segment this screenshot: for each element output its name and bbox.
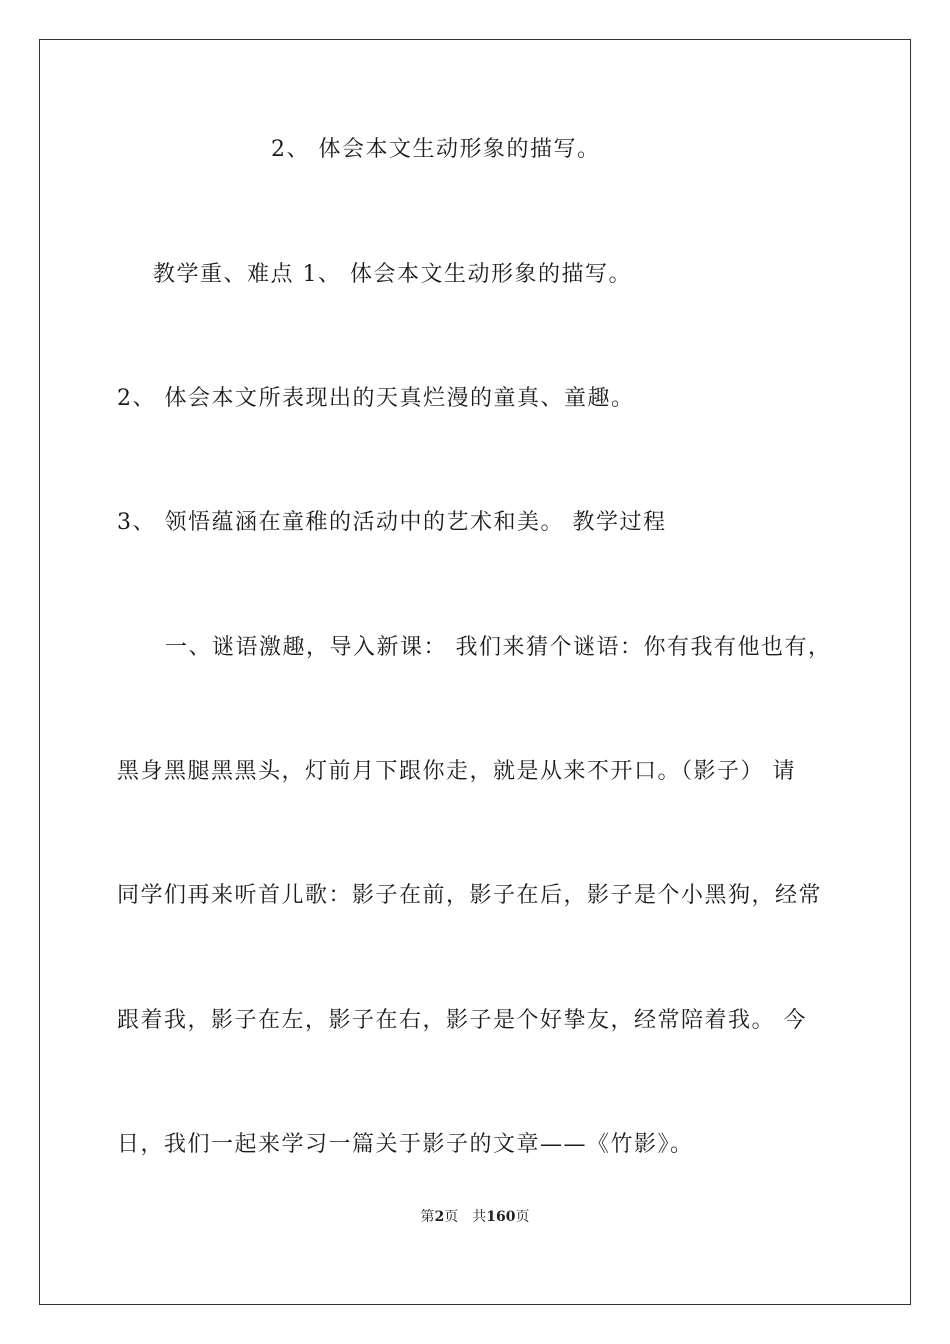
text-line-2: 教学重、难点 1、 体会本文生动形象的描写。 [153, 262, 632, 287]
text-line-4: 3、 领悟蕴涵在童稚的活动中的艺术和美。 教学过程 [117, 510, 667, 535]
footer-page-number: 2 [434, 1209, 445, 1225]
footer-total-pages: 160 [486, 1209, 516, 1225]
text-line-5: 一、谜语激趣，导入新课： 我们来猜个谜语：你有我有他也有， [165, 635, 832, 660]
footer-page-suffix: 页 [444, 1209, 459, 1225]
text-line-8: 跟着我，影子在左，影子在右，影子是个好挚友，经常陪着我。 今 [117, 1008, 807, 1033]
text-line-6: 黑身黑腿黑黑头，灯前月下跟你走，就是从来不开口。（影子） 请 [117, 759, 796, 784]
footer-total-suffix: 页 [515, 1209, 530, 1225]
text-line-3: 2、 体会本文所表现出的天真烂漫的童真、童趣。 [117, 386, 635, 411]
text-line-1: 2、 体会本文生动形象的描写。 [271, 137, 601, 162]
page-footer [0, 1206, 950, 1226]
text-line-7: 同学们再来听首儿歌：影子在前，影子在后，影子是个小黑狗，经常 [117, 883, 823, 908]
page-border [39, 39, 911, 1305]
footer-page-prefix: 第 [420, 1209, 435, 1225]
footer-total-prefix: 共 [472, 1209, 487, 1225]
text-line-9: 日，我们一起来学习一篇关于影子的文章——《竹影》。 [117, 1132, 694, 1157]
